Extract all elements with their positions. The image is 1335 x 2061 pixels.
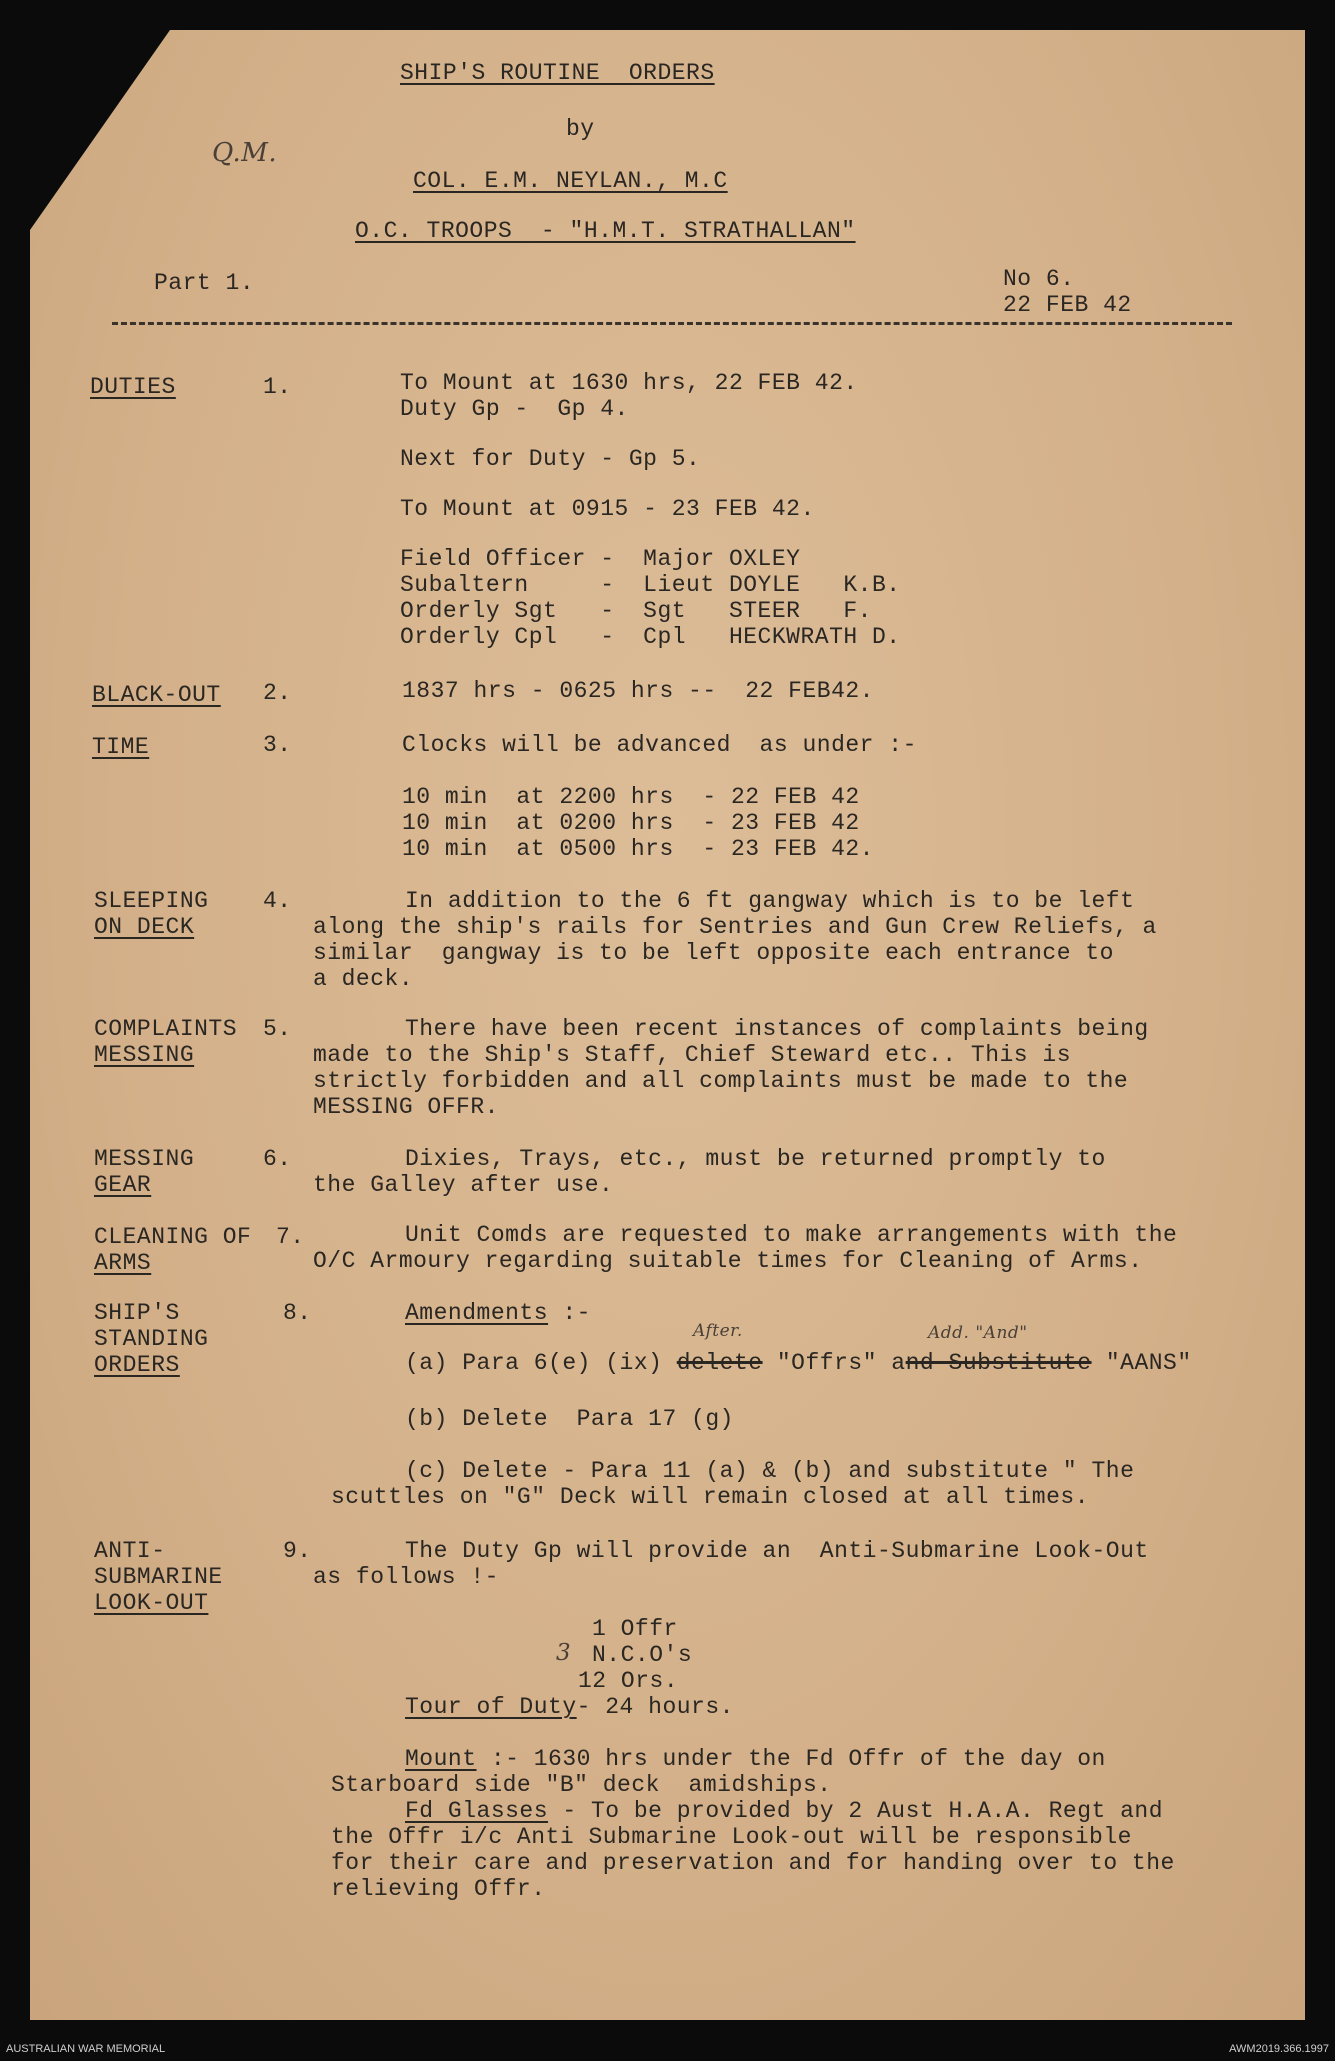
footer-left: AUSTRALIAN WAR MEMORIAL [6,2043,166,2055]
by-line: by [566,116,595,142]
heading-black-out: BLACK-OUT [92,682,221,708]
para-line: the Galley after use. [313,1172,614,1198]
torn-corner [30,30,170,230]
mount-line [405,1746,1106,1772]
author-line: COL. E.M. NEYLAN., M.C [413,168,728,194]
mount-label: Mount [405,1746,477,1772]
tour-label: Tour of Duty [405,1694,577,1720]
item-number: 7. [276,1224,305,1250]
handwritten-qm: Q.M. [212,138,278,168]
document-page [30,30,1305,2020]
amendment-a [405,1350,1192,1376]
handwritten-after: After. [693,1321,743,1341]
duties-line: Subaltern - Lieut DOYLE K.B. [400,572,901,598]
separator-line [112,322,1232,325]
para-line: 12 Ors. [578,1668,679,1694]
para-line: Dixies, Trays, etc., must be returned promptly to [405,1146,1106,1172]
para-line: strictly forbidden and all complaints must be made to the [313,1068,1129,1094]
time-line: 10 min at 0200 hrs - 23 FEB 42 [402,810,860,836]
para-line: 1 Offr [592,1616,678,1642]
heading-orders: ORDERS [94,1352,180,1378]
heading-duties: DUTIES [90,374,176,400]
tour-value: - 24 hours. [576,1694,734,1720]
duties-line: Next for Duty - Gp 5. [400,446,701,472]
duties-line: Orderly Sgt - Sgt STEER F. [400,598,872,624]
duties-line: Field Officer - Major OXLEY [400,546,801,572]
time-line: Clocks will be advanced as under :- [402,732,917,758]
item-number: 4. [263,888,292,914]
item-number: 6. [263,1146,292,1172]
handwritten-three: 3 [556,1640,572,1666]
item-number: 9. [283,1538,312,1564]
heading-ships: SHIP'S [94,1300,180,1326]
duties-line: To Mount at 0915 - 23 FEB 42. [400,496,815,522]
heading-complaints: COMPLAINTS [94,1016,238,1042]
item-number: 3. [263,732,292,758]
glasses-line [405,1798,1163,1824]
heading-standing: STANDING [94,1326,209,1352]
heading-messing-gear: MESSING [94,1146,195,1172]
amendment-a-text: (a) Para 6(e) (ix) [405,1350,677,1376]
amendment-a-text: "AANS" [1091,1350,1192,1376]
time-line: 10 min at 0500 hrs - 23 FEB 42. [402,836,874,862]
document-title: SHIP'S ROUTINE ORDERS [400,60,715,86]
amendment-b: (b) Delete Para 17 (g) [405,1406,734,1432]
time-line: 10 min at 2200 hrs - 22 FEB 42 [402,784,860,810]
heading-on-deck: ON DECK [94,914,195,940]
duties-line: Orderly Cpl - Cpl HECKWRATH D. [400,624,901,650]
para-line: In addition to the 6 ft gangway which is to be left [405,888,1135,914]
item-number: 1. [263,374,292,400]
part-label: Part 1. [154,270,255,296]
footer-bar [0,2031,1335,2061]
heading-gear: GEAR [94,1172,152,1198]
amendments-colon: :- [562,1300,591,1326]
amendment-c: (c) Delete - Para 11 (a) & (b) and substitute " The [405,1458,1135,1484]
para-line: along the ship's rails for Sentries and Gun Crew Reliefs, a [313,914,1157,940]
para-line: Unit Comds are requested to make arrangements with the [405,1222,1178,1248]
blackout-line: 1837 hrs - 0625 hrs -- 22 FEB42. [402,678,874,704]
footer-right: AWM2019.366.1997 [1229,2043,1329,2055]
para-line: O/C Armoury regarding suitable times for Cleaning of Arms. [313,1248,1143,1274]
para-line: made to the Ship's Staff, Chief Steward etc.. This is [313,1042,1072,1068]
para-line: The Duty Gp will provide an Anti-Submarine Look-Out [405,1538,1149,1564]
unit-line: O.C. TROOPS - "H.M.T. STRATHALLAN" [355,218,856,244]
handwritten-add-and: Add. "And" [928,1323,1028,1343]
para-line: the Offr i/c Anti Submarine Look-out will be responsible [331,1824,1132,1850]
item-number: 2. [263,680,292,706]
struck-text: delete [676,1350,763,1376]
glasses-text: - To be provided by 2 Aust H.A.A. Regt and [548,1798,1164,1824]
para-line: as follows !- [313,1564,499,1590]
para-line: a deck. [313,966,414,992]
heading-time: TIME [92,734,150,760]
order-date: 22 FEB 42 [1003,292,1132,318]
duties-line: Duty Gp - Gp 4. [400,396,629,422]
amendments-title: Amendments [405,1300,549,1326]
para-line: There have been recent instances of complaints being [405,1016,1149,1042]
amendment-c: scuttles on "G" Deck will remain closed at all times. [331,1484,1090,1510]
heading-sleeping: SLEEPING [94,888,209,914]
order-number: No 6. [1003,266,1075,292]
para-line: N.C.O's [592,1642,693,1668]
para-line: relieving Offr. [331,1876,546,1902]
struck-text: nd Substitute [905,1350,1092,1376]
heading-look-out: LOOK-OUT [94,1590,209,1616]
item-number: 8. [283,1300,312,1326]
amendment-a-text: "Offrs" a [762,1350,906,1376]
heading-submarine: SUBMARINE [94,1564,223,1590]
para-line: similar gangway is to be left opposite each entrance to [313,940,1114,966]
para-line: Starboard side "B" deck amidships. [331,1772,832,1798]
glasses-label: Fd Glasses [405,1798,549,1824]
amendments-line [405,1300,591,1326]
para-line: for their care and preservation and for handing over to the [331,1850,1175,1876]
item-number: 5. [263,1016,292,1042]
heading-arms: ARMS [94,1250,152,1276]
tour-line [405,1694,734,1720]
heading-cleaning: CLEANING OF [94,1224,252,1250]
mount-text: :- 1630 hrs under the Fd Offr of the day on [476,1746,1106,1772]
heading-anti: ANTI- [94,1538,166,1564]
heading-messing: MESSING [94,1042,195,1068]
para-line: MESSING OFFR. [313,1094,499,1120]
duties-line: To Mount at 1630 hrs, 22 FEB 42. [400,370,858,396]
